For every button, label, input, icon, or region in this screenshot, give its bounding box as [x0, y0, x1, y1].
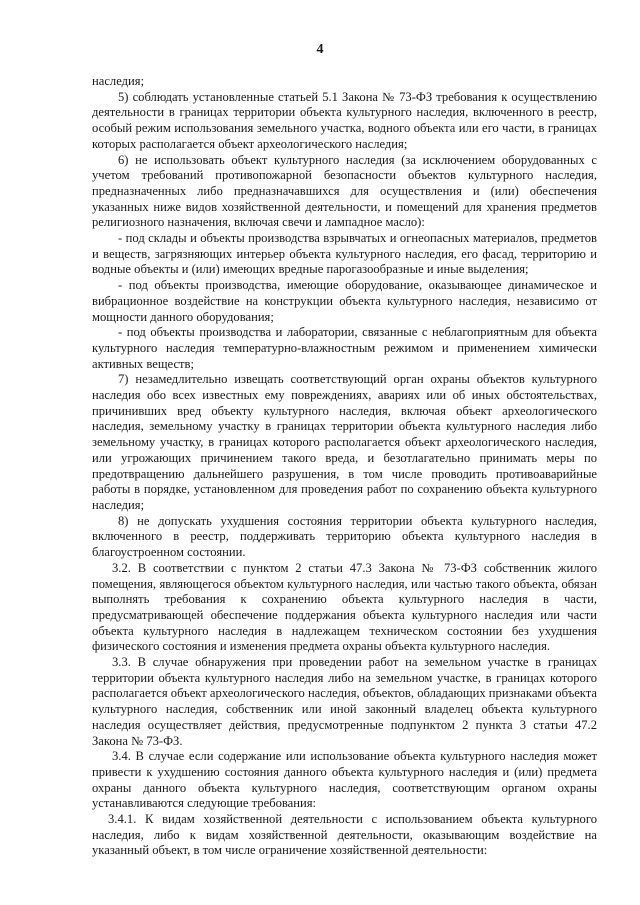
list-item: - под объекты производства и лаборатории, связанные с неблагоприятным для объекта культурного наследия температурно-влажностным режимом и применением химически активных веществ;: [92, 325, 597, 371]
list-item: - под склады и объекты производства взрывчатых и огнеопасных материалов, предметов и веществ, загрязняющих интерьер объекта культурного наследия, его фасад, территорию и водные объекты и (или) имеющих вредные парогазообразные и иные выделения;: [92, 231, 597, 277]
document-body: [92, 74, 597, 859]
paragraph: 8) не допускать ухудшения состояния территории объекта культурного наследия, включенного в реестр, поддерживать территорию объекта культурного наследия в благоустроенном состоянии.: [92, 513, 597, 560]
paragraph: 6) не использовать объект культурного наследия (за исключением оборудованных с учетом требований противопожарной безопасности объектов культурного наследия, предназначенных либо предназначавшихся для осуществления и (или) обеспечения указанных ниже видов хозяйственной деятельности, и помещений для хранения предметов религиозного назначения, включая свечи и лампадное масло):: [92, 152, 597, 230]
paragraph: 3.3. В случае обнаружения при проведении работ на земельном участке в границах территории объекта культурного наследия либо на земельном участке, в границах которого располагается объект археологического наследия, объектов, обладающих признаками объекта культурного наследия, собственник или иной законный владелец объекта культурного наследия осуществляет действия, предусмотренные подпунктом 2 пункта 3 статьи 47.2 Закона № 73-ФЗ.: [92, 655, 597, 748]
list-item: - под объекты производства, имеющие оборудование, оказывающее динамическое и вибрационное воздействие на конструкции объекта культурного наследия, независимо от мощности данного оборудования;: [92, 278, 597, 324]
paragraph: 5) соблюдать установленные статьей 5.1 Закона № 73-ФЗ требования к осуществлению деятельности в границах территории объекта культурного наследия, включенного в реестр, особый режим использования земельного участка, водного объекта или его части, в границах которых располагается объект археологического наследия;: [92, 89, 597, 151]
paragraph: наследия;: [92, 74, 145, 88]
paragraph: 7) незамедлительно извещать соответствующий орган охраны объектов культурного наследия обо всех известных ему повреждениях, авариях или об иных обстоятельствах, причинивших вред объекту культурного наследия, включая объект археологического наследия, земельному участку в границах территории объекта культурного наследия либо земельному участку, в границах которого располагается объект археологического наследия, или угрожающих причинением такого вреда, и безотлагательно принимать меры по предотвращению дальнейшего разрушения, в том числе проводить противоаварийные работы в порядке, установленном для проведения работ по сохранению объекта культурного наследия;: [92, 372, 597, 512]
paragraph: 3.2. В соответствии с пунктом 2 статьи 47.3 Закона № 73-ФЗ собственник жилого помещения, являющегося объектом культурного наследия, или частью такого объекта, обязан выполнять требования к сохранению объекта культурного наследия в части, предусматривающей обеспечение поддержания объекта культурного наследия или части объекта культурного наследия в надлежащем техническом состоянии без ухудшения физического состояния и изменения предмета охраны объекта культурного наследия.: [92, 560, 597, 654]
paragraph: 3.4. В случае если содержание или использование объекта культурного наследия может привести к ухудшению состояния данного объекта культурного наследия и (или) предмета охраны данного объекта культурного наследия, соответствующим органом охраны устанавливаются следующие требования:: [92, 749, 597, 811]
page-number: 4: [316, 42, 324, 57]
paragraph: 3.4.1. К видам хозяйственной деятельности с использованием объекта культурного наследия, либо к видам хозяйственной деятельности, оказывающим воздействие на указанный объект, в том числе ограничение хозяйственной деятельности:: [92, 812, 597, 858]
